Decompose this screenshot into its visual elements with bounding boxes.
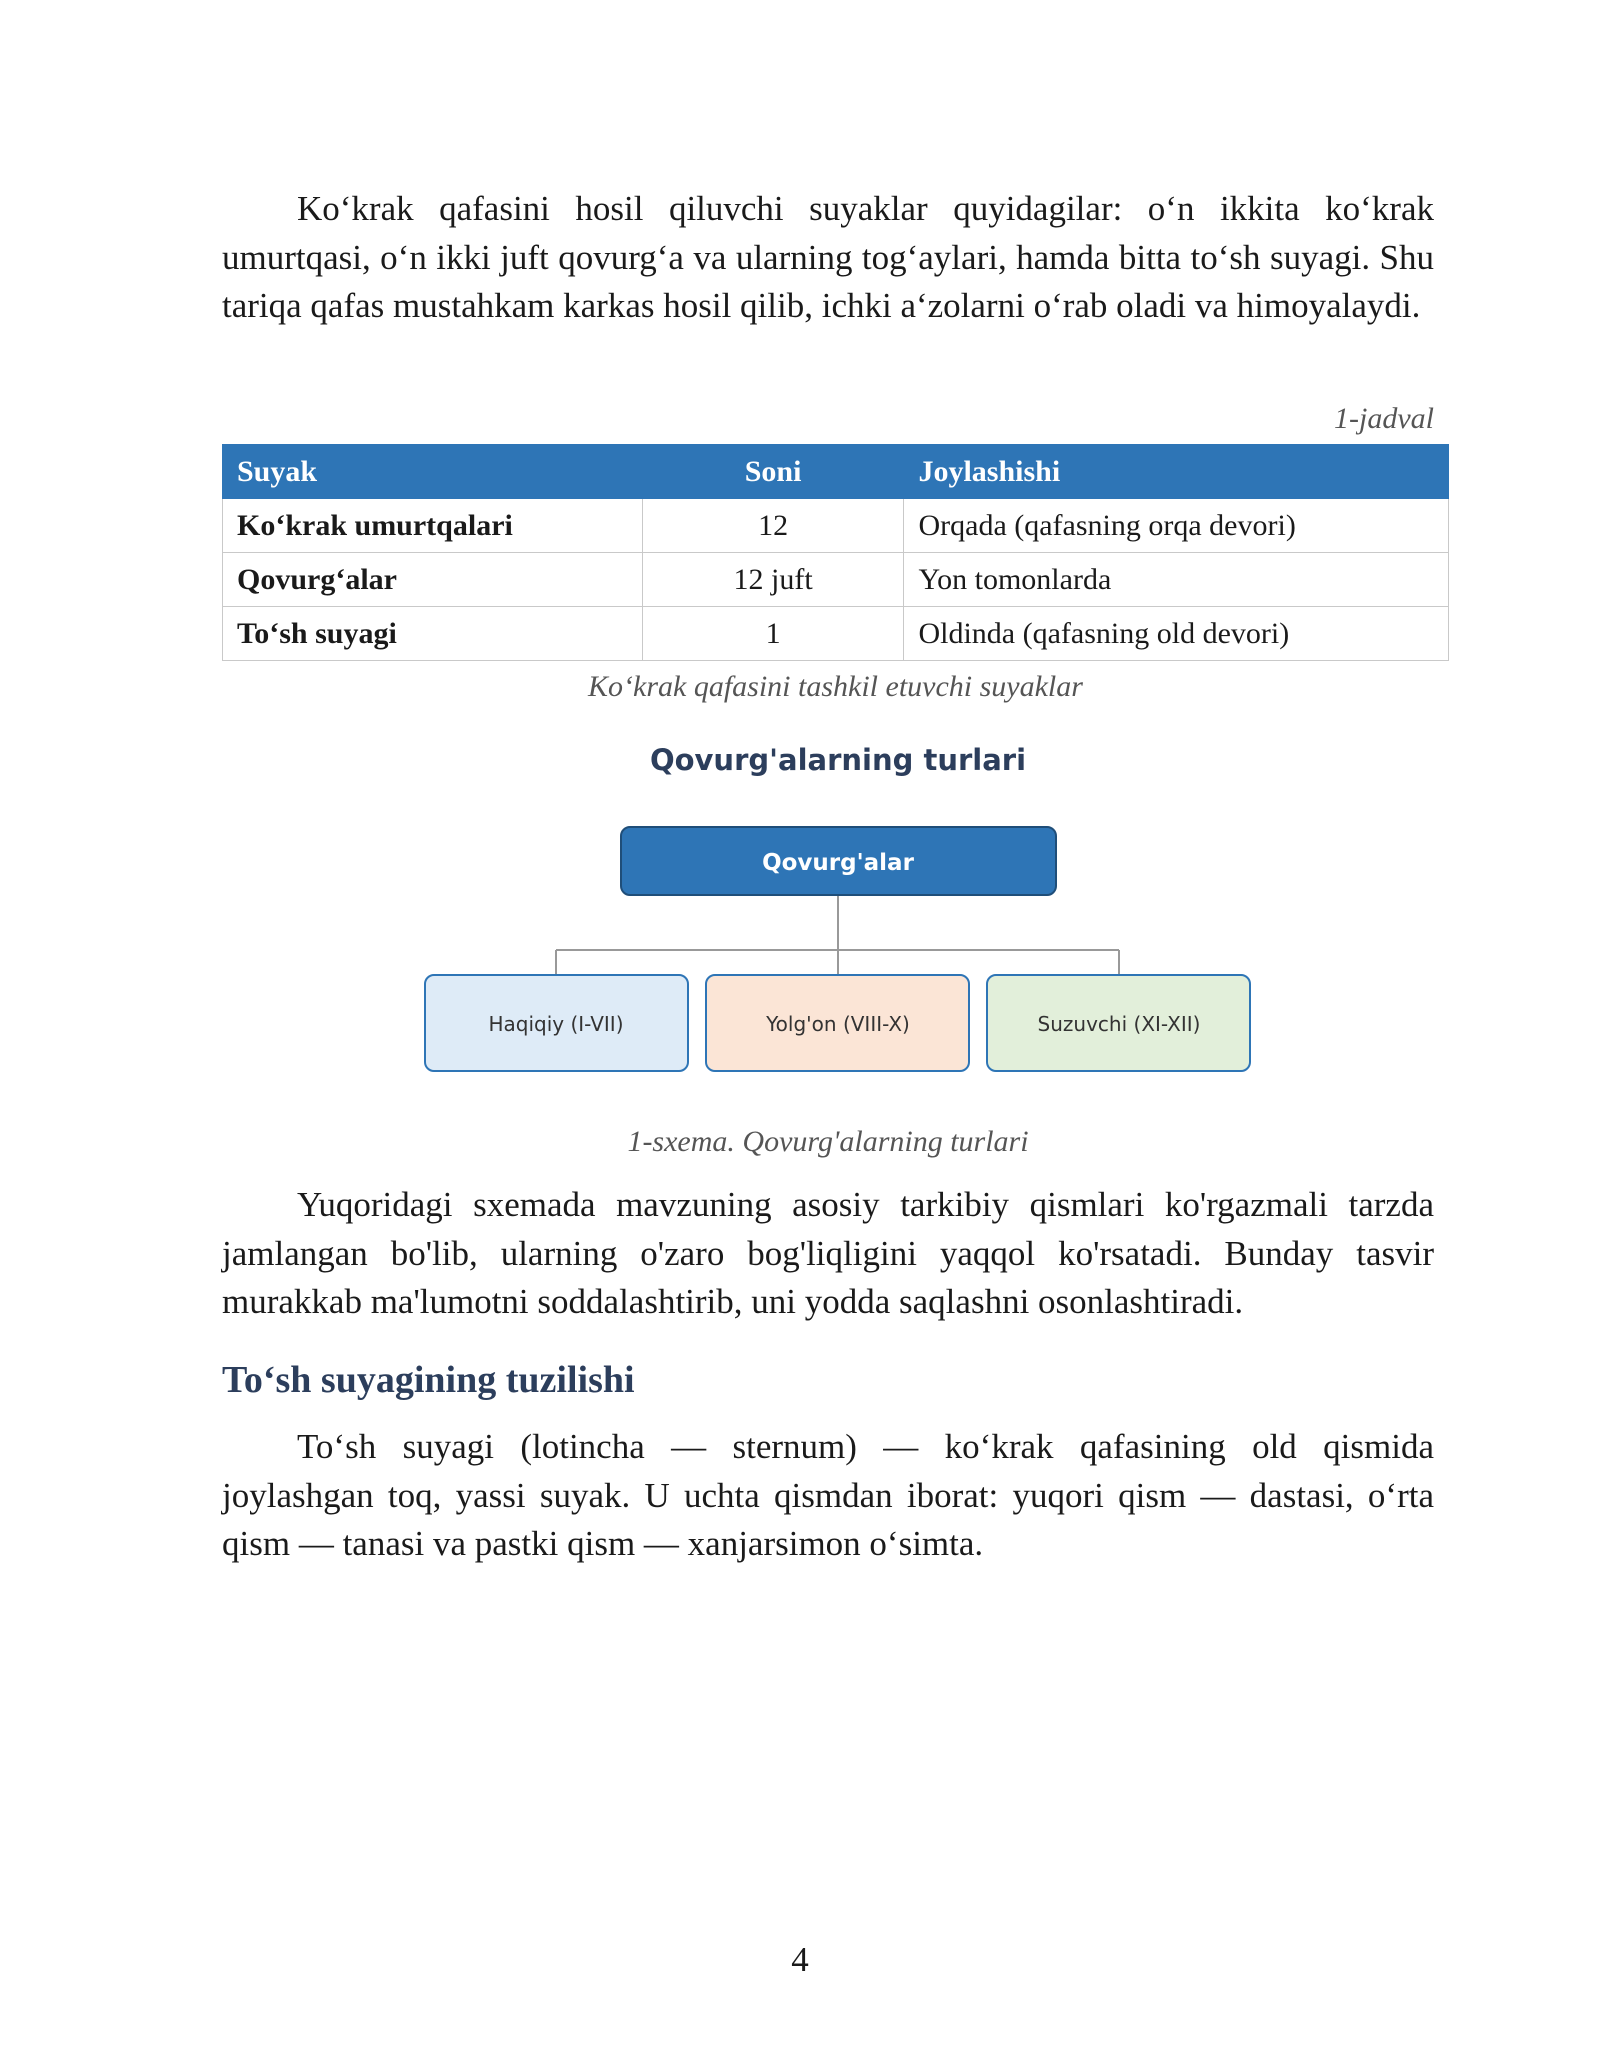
diagram-child-node-3 xyxy=(987,975,1250,1071)
diagram-caption: 1-sxema. Qovurg'alarning turlari xyxy=(627,1125,1029,1158)
diagram-child-node-1 xyxy=(425,975,688,1071)
table-caption: Ko‘krak qafasini tashkil etuvchi suyaklar xyxy=(588,670,1083,703)
section-paragraph: To‘sh suyagi (lotincha — sternum) — ko‘krak qafasining old qismida joylashgan toq, yassi suyak. U uchta qismdan iborat: yuqori qism — dastasi, o‘rta qism — tanasi va pastki qism — xanjarsimon o‘simta. xyxy=(222,1427,1434,1563)
child-node-label: Haqiqiy (I-VII) xyxy=(488,1012,624,1036)
bone-location: Orqada (qafasning orqa devori) xyxy=(904,499,1449,553)
diagram-connectors xyxy=(556,895,1119,975)
diagram-paragraph: Yuqoridagi sxemada mavzuning asosiy tarkibiy qismlari ko'rgazmali tarzda jamlangan bo'lib, ularning o'zaro bog'liqligini yaqqol ko'rsatadi. Bunday tasvir murakkab ma'lumotni soddalashtirib, uni yodda saqlashni osonlashtiradi. xyxy=(222,1185,1434,1321)
bone-location: Oldinda (qafasning old devori) xyxy=(904,607,1449,661)
root-node-label: Qovurg'alar xyxy=(762,850,914,876)
table-header-bone: Suyak xyxy=(223,445,643,499)
bone-count: 12 xyxy=(642,499,904,553)
ribs-diagram xyxy=(0,735,1600,1095)
table-header-location: Joylashishi xyxy=(904,445,1449,499)
table-header-row xyxy=(223,445,1449,499)
section-heading: To‘sh suyagining tuzilishi xyxy=(222,1359,635,1401)
bone-count: 1 xyxy=(642,607,904,661)
diagram-root-node xyxy=(621,827,1056,895)
table-row xyxy=(223,607,1449,661)
table-header-count: Soni xyxy=(642,445,904,499)
page-number: 4 xyxy=(791,1940,809,1979)
bones-table xyxy=(222,444,1449,661)
intro-paragraph: Ko‘krak qafasini hosil qiluvchi suyaklar quyidagilar: o‘n ikkita ko‘krak umurtqasi, o‘n ikki juft qovurg‘a va ularning tog‘aylari, hamda bitta to‘sh suyagi. Shu tariqa qafas mustahkam karkas hosil qilib, ichki a‘zolarni o‘rab oladi va himoyalaydi. xyxy=(222,189,1434,325)
diagram-title: Qovurg'alarning turlari xyxy=(649,743,1027,777)
diagram-child-node-2 xyxy=(706,975,969,1071)
bone-count: 12 juft xyxy=(642,553,904,607)
child-node-label: Yolg'on (VIII-X) xyxy=(766,1012,910,1036)
bone-location: Yon tomonlarda xyxy=(904,553,1449,607)
bone-name: Qovurg‘alar xyxy=(223,553,643,607)
bone-name: To‘sh suyagi xyxy=(223,607,643,661)
table-row xyxy=(223,553,1449,607)
bone-name: Ko‘krak umurtqalari xyxy=(223,499,643,553)
child-node-label: Suzuvchi (XI-XII) xyxy=(1037,1012,1201,1036)
table-row xyxy=(223,499,1449,553)
table-label: 1-jadval xyxy=(1334,402,1434,435)
